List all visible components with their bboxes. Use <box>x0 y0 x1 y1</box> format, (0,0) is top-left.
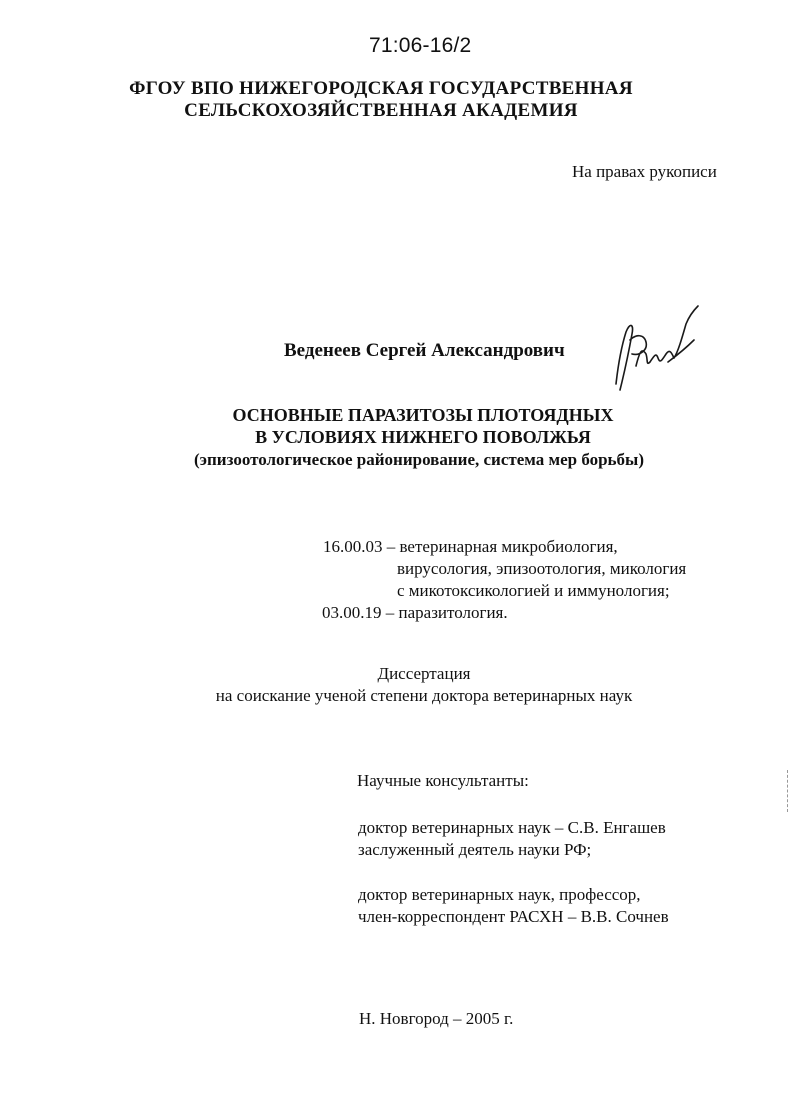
degree-statement: на соискание ученой степени доктора ветеринарных наук <box>215 686 633 705</box>
consultant-1-line-2: заслуженный деятель науки РФ; <box>358 840 592 859</box>
institution-line-1: ФГОУ ВПО НИЖЕГОРОДСКАЯ ГОСУДАРСТВЕННАЯ <box>129 78 633 99</box>
specialty-1: 16.00.03 – ветеринарная микробиология, <box>323 537 618 556</box>
rights-note: На правах рукописи <box>572 162 717 181</box>
specialty-1-continuation-1: вирусология, эпизоотология, микология <box>397 559 687 578</box>
dissertation-subtitle: (эпизоотологическое районирование, система мер борьбы) <box>194 450 644 469</box>
archive-code: 71:06-16/2 <box>369 34 472 57</box>
dissertation-title-line-2: В УСЛОВИЯХ НИЖНЕГО ПОВОЛЖЬЯ <box>255 427 591 447</box>
handwritten-signature-icon <box>606 304 702 396</box>
consultant-1-line-1: доктор ветеринарных наук – С.В. Енгашев <box>358 818 666 837</box>
dissertation-label: Диссертация <box>377 664 471 683</box>
scan-edge-mark <box>787 770 790 812</box>
consultants-heading: Научные консультанты: <box>357 771 529 790</box>
dissertation-title-line-1: ОСНОВНЫЕ ПАРАЗИТОЗЫ ПЛОТОЯДНЫХ <box>232 405 614 425</box>
place-and-year: Н. Новгород – 2005 г. <box>359 1009 514 1028</box>
institution-line-2: СЕЛЬСКОХОЗЯЙСТВЕННАЯ АКАДЕМИЯ <box>184 100 578 121</box>
specialty-2: 03.00.19 – паразитология. <box>322 603 508 622</box>
author-name: Веденеев Сергей Александрович <box>284 340 565 361</box>
specialty-1-continuation-2: с микотоксикологией и иммунология; <box>397 581 670 600</box>
consultant-2-line-2: член-корреспондент РАСХН – В.В. Сочнев <box>358 907 669 926</box>
consultant-2-line-1: доктор ветеринарных наук, профессор, <box>358 885 641 904</box>
